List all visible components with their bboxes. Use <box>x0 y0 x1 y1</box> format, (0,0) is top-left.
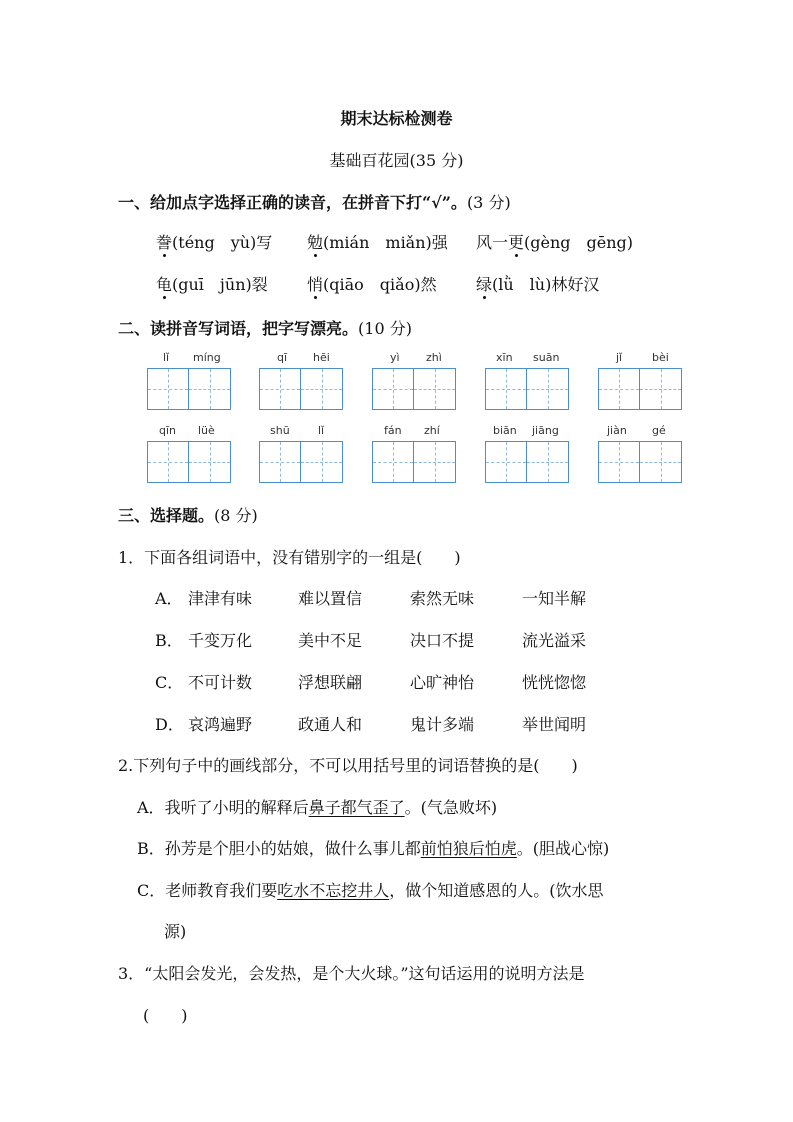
writing-grid[interactable] <box>372 441 456 483</box>
option-label-b: B． <box>155 631 183 650</box>
pinyin-label: gé <box>652 424 666 437</box>
pinyin-label: fán <box>384 424 402 437</box>
underlined-phrase: 吃水不忘挖井人 <box>277 881 390 900</box>
question-2-stem: 2.下列句子中的画线部分，不可以用括号里的词语替换的是( ) <box>118 756 578 775</box>
writing-grid[interactable] <box>485 441 569 483</box>
question-2-option-c: C．老师教育我们要吃水不忘挖井人，做个知道感恩的人。(饮水思 <box>137 881 604 900</box>
underlined-phrase: 前怕狼后怕虎 <box>420 839 517 858</box>
q1-item: 勉(mián miǎn)强 <box>307 230 448 253</box>
pinyin-label: yì <box>390 351 400 364</box>
writing-grid[interactable] <box>598 441 682 483</box>
option-label-c: C． <box>155 673 184 692</box>
writing-grid[interactable] <box>485 368 569 410</box>
grid-cell[interactable] <box>372 368 414 410</box>
writing-grid[interactable] <box>259 441 343 483</box>
option-word: 政通人和 <box>298 715 363 734</box>
q2-heading-text: 二、读拼音写词语，把字写漂亮。 <box>118 319 359 338</box>
q3-heading-text: 三、选择题。 <box>118 506 215 525</box>
question-2-option-b: B．孙芳是个胆小的姑娘，做什么事儿都前怕狼后怕虎。(胆战心惊) <box>137 839 610 858</box>
grid-cell[interactable] <box>485 441 527 483</box>
q2-heading <box>118 316 412 339</box>
writing-grid[interactable] <box>598 368 682 410</box>
pinyin-label: lüè <box>198 424 215 437</box>
grid-cell[interactable] <box>414 368 456 410</box>
option-word: 流光溢采 <box>522 631 587 650</box>
grid-cell[interactable] <box>189 368 231 410</box>
option-word: 美中不足 <box>298 631 363 650</box>
q1-points: (3 分) <box>466 193 511 212</box>
option-word: 恍恍惚惚 <box>522 673 587 692</box>
grid-cell[interactable] <box>147 441 189 483</box>
pinyin-label: jiàn <box>607 424 627 437</box>
answer-parentheses[interactable]: ( ) <box>143 1006 188 1025</box>
q1-heading <box>118 190 511 213</box>
writing-grid[interactable] <box>372 368 456 410</box>
pinyin-label: lǐ <box>318 424 325 437</box>
grid-cell[interactable] <box>189 441 231 483</box>
grid-cell[interactable] <box>640 368 682 410</box>
grid-cell[interactable] <box>259 441 301 483</box>
grid-cell[interactable] <box>485 368 527 410</box>
q3-points: (8 分) <box>214 506 258 525</box>
option-word: 哀鸿遍野 <box>188 715 253 734</box>
grid-cell[interactable] <box>259 368 301 410</box>
option-word: 索然无味 <box>410 589 475 608</box>
option-word: 千变万化 <box>188 631 253 650</box>
pinyin-label: lǐ <box>163 351 170 364</box>
q3-heading <box>118 503 258 526</box>
option-word: 浮想联翩 <box>298 673 363 692</box>
writing-grid[interactable] <box>147 441 231 483</box>
q1-item: 誊(téng yù)写 <box>156 230 272 253</box>
grid-cell[interactable] <box>147 368 189 410</box>
pinyin-label: jǐ <box>616 351 623 364</box>
grid-cell[interactable] <box>301 368 343 410</box>
option-word: 鬼计多端 <box>410 715 475 734</box>
q1-item: 龟(guī jūn)裂 <box>156 272 268 295</box>
pinyin-label: jiāng <box>532 424 559 437</box>
q2-points: (10 分) <box>358 319 412 338</box>
pinyin-label: bèi <box>652 351 669 364</box>
option-word: 心旷神怡 <box>410 673 475 692</box>
option-word: 不可计数 <box>188 673 253 692</box>
writing-grid[interactable] <box>147 368 231 410</box>
grid-cell[interactable] <box>640 441 682 483</box>
option-label-d: D． <box>155 715 184 734</box>
option-word: 难以置信 <box>298 589 363 608</box>
grid-cell[interactable] <box>527 441 569 483</box>
pinyin-label: suān <box>533 351 560 364</box>
pinyin-label: qīn <box>159 424 177 437</box>
writing-grid[interactable] <box>259 368 343 410</box>
page-title: 期末达标检测卷 <box>340 109 453 128</box>
question-2-option-c-continued: 源) <box>164 922 187 941</box>
pinyin-label: zhí <box>424 424 440 437</box>
q1-item: 风一更(gèng gēng) <box>476 230 633 253</box>
pinyin-label: qī <box>277 351 288 364</box>
option-word: 决口不提 <box>410 631 475 650</box>
grid-cell[interactable] <box>598 441 640 483</box>
pinyin-label: biān <box>493 424 517 437</box>
grid-cell[interactable] <box>598 368 640 410</box>
pinyin-label: zhì <box>426 351 442 364</box>
section-subtitle: 基础百花园(35 分) <box>329 151 464 170</box>
q1-heading-text: 一、给加点字选择正确的读音，在拼音下打“√”。 <box>118 193 467 212</box>
option-word: 一知半解 <box>522 589 587 608</box>
question-3-stem: 3．“太阳会发光，会发热，是个大火球。”这句话运用的说明方法是 <box>118 964 585 983</box>
grid-cell[interactable] <box>372 441 414 483</box>
pinyin-label: míng <box>193 351 221 364</box>
option-word: 举世闻明 <box>522 715 587 734</box>
option-label-a: A． <box>155 589 183 608</box>
option-word: 津津有味 <box>188 589 253 608</box>
pinyin-label: hēi <box>313 351 330 364</box>
grid-cell[interactable] <box>527 368 569 410</box>
q1-item: 绿(lǜ lù)林好汉 <box>476 272 599 295</box>
grid-cell[interactable] <box>414 441 456 483</box>
grid-cell[interactable] <box>301 441 343 483</box>
q1-item: 悄(qiāo qiǎo)然 <box>307 272 437 295</box>
question-2-option-a: A．我听了小明的解释后鼻子都气歪了。(气急败坏) <box>137 798 498 817</box>
pinyin-label: shū <box>270 424 290 437</box>
question-1-stem: 1．下面各组词语中，没有错别字的一组是( ) <box>118 548 461 567</box>
pinyin-label: xīn <box>496 351 513 364</box>
underlined-phrase: 鼻子都气歪了 <box>308 798 405 817</box>
